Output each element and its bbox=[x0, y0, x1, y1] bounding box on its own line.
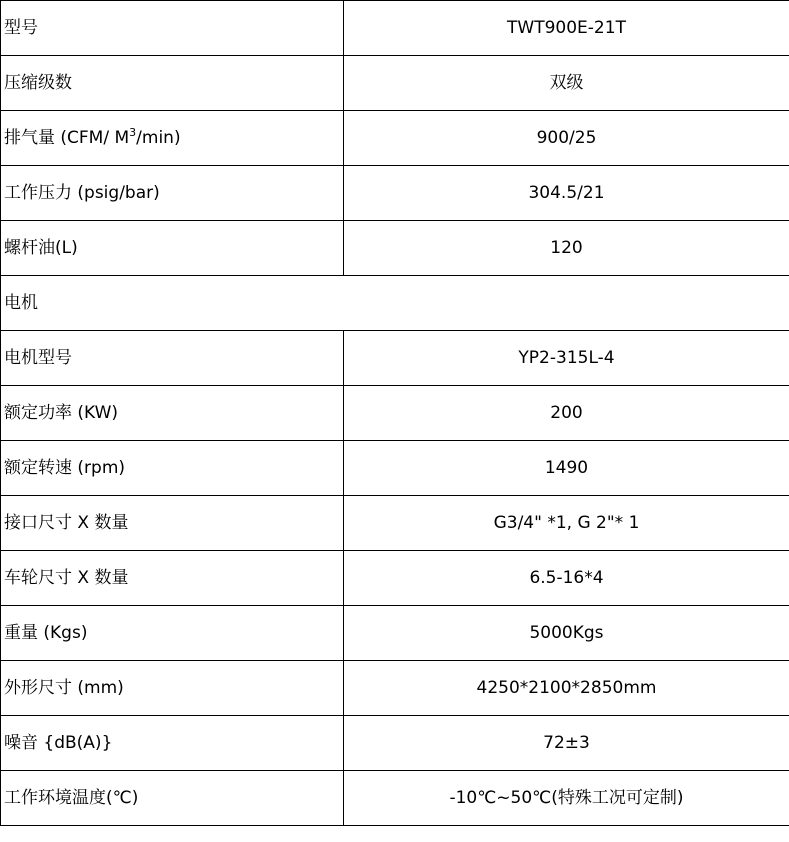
table-row bbox=[1, 716, 789, 771]
table-row bbox=[1, 661, 789, 716]
table-row bbox=[1, 331, 789, 386]
row-value-wheel-size: 6.5-16*4 bbox=[344, 551, 789, 606]
row-label-connection-size: 接口尺寸 X 数量 bbox=[1, 496, 344, 551]
row-value-working-pressure: 304.5/21 bbox=[344, 166, 789, 221]
table-row bbox=[1, 111, 789, 166]
section-heading-motor: 电机 bbox=[1, 276, 789, 331]
table-row bbox=[1, 1, 789, 56]
row-label-dimensions: 外形尺寸 (mm) bbox=[1, 661, 344, 716]
table-row bbox=[1, 166, 789, 221]
table-row bbox=[1, 771, 789, 826]
row-value-model: TWT900E-21T bbox=[344, 1, 789, 56]
row-label-working-pressure: 工作压力 (psig/bar) bbox=[1, 166, 344, 221]
table-row bbox=[1, 441, 789, 496]
row-value-screw-oil: 120 bbox=[344, 221, 789, 276]
table-row bbox=[1, 496, 789, 551]
row-label-motor-model: 电机型号 bbox=[1, 331, 344, 386]
table-row bbox=[1, 56, 789, 111]
table-row bbox=[1, 386, 789, 441]
table-row bbox=[1, 221, 789, 276]
air-delivery-label-part-2: /min) bbox=[136, 128, 181, 148]
row-value-ambient-temperature: -10℃~50℃(特殊工况可定制) bbox=[344, 771, 789, 826]
table-row bbox=[1, 551, 789, 606]
row-label-compression-stages: 压缩级数 bbox=[1, 56, 344, 111]
row-value-dimensions: 4250*2100*2850mm bbox=[344, 661, 789, 716]
row-label-weight: 重量 (Kgs) bbox=[1, 606, 344, 661]
row-value-compression-stages: 双级 bbox=[344, 56, 789, 111]
row-value-weight: 5000Kgs bbox=[344, 606, 789, 661]
row-value-air-delivery: 900/25 bbox=[344, 111, 789, 166]
row-label-noise: 噪音 {dB(A)} bbox=[1, 716, 344, 771]
row-label-wheel-size: 车轮尺寸 X 数量 bbox=[1, 551, 344, 606]
row-value-connection-size: G3/4" *1, G 2"* 1 bbox=[344, 496, 789, 551]
row-label-air-delivery bbox=[1, 111, 344, 166]
row-label-model: 型号 bbox=[1, 1, 344, 56]
air-delivery-label-part-1: 排气量 (CFM/ M bbox=[4, 128, 130, 148]
row-value-rated-speed: 1490 bbox=[344, 441, 789, 496]
row-value-rated-power: 200 bbox=[344, 386, 789, 441]
row-label-rated-speed: 额定转速 (rpm) bbox=[1, 441, 344, 496]
row-value-motor-model: YP2-315L-4 bbox=[344, 331, 789, 386]
row-label-ambient-temperature: 工作环境温度(℃) bbox=[1, 771, 344, 826]
table-row bbox=[1, 606, 789, 661]
row-label-screw-oil: 螺杆油(L) bbox=[1, 221, 344, 276]
row-label-rated-power: 额定功率 (KW) bbox=[1, 386, 344, 441]
air-delivery-label-superscript: 3 bbox=[129, 126, 137, 139]
section-row bbox=[1, 276, 789, 331]
row-value-noise: 72±3 bbox=[344, 716, 789, 771]
